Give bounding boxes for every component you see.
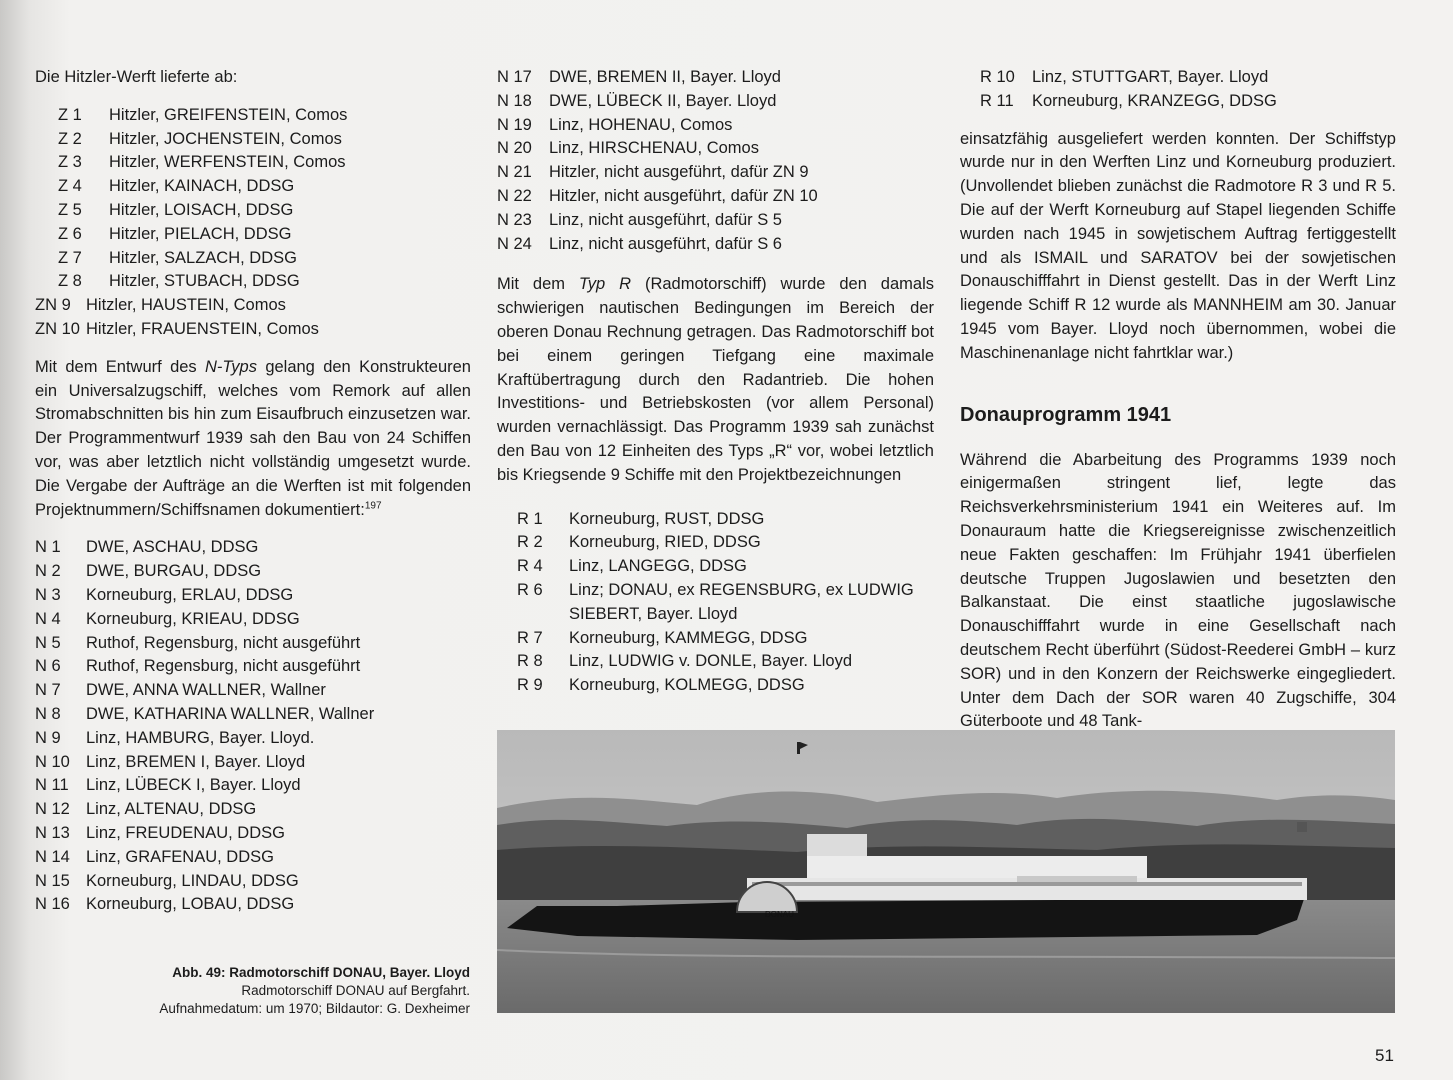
- n-type-emphasis: N-Typs: [205, 357, 257, 376]
- caption-line-2: Aufnahmedatum: um 1970; Bildautor: G. Dexheimer: [159, 1001, 470, 1016]
- list-item: [35, 632, 471, 656]
- list-item: [497, 114, 934, 138]
- list-item: [497, 579, 934, 627]
- list-item: [497, 508, 934, 532]
- list-item: [497, 627, 934, 651]
- ship-entry: Hitzler, KAINACH, DDSG: [109, 177, 295, 196]
- project-number: N 20: [497, 139, 532, 158]
- project-number: ZN 10: [35, 319, 80, 338]
- project-number: Z 6: [58, 224, 82, 243]
- project-number: N 5: [35, 633, 61, 652]
- hitzler-intro: Die Hitzler-Werft lieferte ab:: [35, 68, 238, 86]
- project-number: R 6: [517, 580, 543, 599]
- project-number: N 8: [35, 704, 61, 723]
- ship-entry: DWE, ASCHAU, DDSG: [86, 538, 259, 557]
- list-item: [35, 536, 471, 560]
- list-item: [497, 66, 934, 90]
- n-type-paragraph: [35, 356, 471, 523]
- project-number: N 13: [35, 823, 70, 842]
- ship-entry: DWE, KATHARINA WALLNER, Wallner: [86, 704, 375, 723]
- footnote-ref: 197: [364, 500, 382, 512]
- wheelhouse: [807, 834, 867, 856]
- list-item: [497, 531, 934, 555]
- ship-entry: Linz, HOHENAU, Comos: [549, 115, 733, 134]
- column-1: [35, 66, 471, 917]
- ship-entry: Linz, nicht ausgeführt, dafür S 5: [549, 210, 782, 229]
- ship-entry: Korneuburg, KAMMEGG, DDSG: [569, 628, 808, 647]
- ship-entry: Linz, ALTENAU, DDSG: [86, 800, 257, 819]
- list-item: [35, 247, 471, 271]
- project-number: R 2: [517, 533, 543, 552]
- r-type-continuation: einsatzfähig ausgeliefert werden konnten. Der Schiffstyp wurde nur in den Werften Linz und Korneuburg produziert. (Unvollendet blieben zunächst die Radmotore R 3 und R 5. Die auf der Werft Korneuburg auf Stapel liegenden Schiffe wurden nach 1945 in sowjetischem Auftrag fertiggestellt und als ISMAIL und SARATOV bei der sowjetischen Donauschifffahrt in Dienst gestellt. Das in der Werft Linz liegende Schiff R 12 wurde als MANNHEIM am 30. Januar 1945 vom Bayer. Lloyd noch übernommen, wobei die Maschinenanlage nicht fahrtklar war.): [960, 129, 1396, 362]
- ship-entry: Hitzler, STUBACH, DDSG: [109, 272, 300, 291]
- lifeboat: [1017, 876, 1137, 882]
- project-number: N 6: [35, 657, 61, 676]
- project-number: N 15: [35, 871, 70, 890]
- ship-entry: Hitzler, PIELACH, DDSG: [109, 224, 292, 243]
- project-number: N 1: [35, 538, 61, 557]
- project-number: N 11: [35, 776, 69, 795]
- list-item: [35, 655, 471, 679]
- ship-entry: DWE, ANNA WALLNER, Wallner: [86, 681, 326, 700]
- ship-entry: Linz, STUTTGART, Bayer. Lloyd: [1032, 68, 1269, 86]
- ship-entry: Linz; DONAU, ex REGENSBURG, ex LUDWIG SIEBERT, Bayer. Lloyd: [569, 580, 914, 623]
- figure-caption: [150, 964, 470, 1018]
- project-number: N 7: [35, 681, 61, 700]
- stern-flag: [1297, 822, 1307, 832]
- project-number: Z 5: [58, 200, 82, 219]
- list-item: [35, 175, 471, 199]
- list-item: [35, 294, 471, 318]
- list-item: [497, 650, 934, 674]
- project-number: N 12: [35, 800, 70, 819]
- list-item: [497, 185, 934, 209]
- ship-entry: Korneuburg, LINDAU, DDSG: [86, 871, 299, 890]
- project-number: N 10: [35, 752, 70, 771]
- list-item: [35, 822, 471, 846]
- ship-entry: Korneuburg, RIED, DDSG: [569, 533, 761, 552]
- project-number: R 11: [980, 91, 1014, 110]
- deck-stripe: [752, 882, 1302, 886]
- section-heading: Donauprogramm 1941: [960, 403, 1172, 426]
- ship-entry: Korneuburg, KRIEAU, DDSG: [86, 609, 300, 628]
- project-number: N 24: [497, 234, 532, 253]
- list-item: [497, 233, 934, 257]
- ship-entry: Korneuburg, RUST, DDSG: [569, 509, 765, 528]
- project-number: Z 1: [58, 105, 82, 124]
- list-item: [35, 774, 471, 798]
- project-number: N 23: [497, 210, 532, 229]
- project-number: R 10: [980, 68, 1015, 86]
- project-number: R 9: [517, 676, 543, 695]
- project-number: N 19: [497, 115, 532, 134]
- ship-entry: Korneuburg, KOLMEGG, DDSG: [569, 676, 805, 695]
- z-ship-list: [35, 104, 471, 342]
- project-number: Z 3: [58, 153, 82, 172]
- project-number: R 1: [517, 509, 543, 528]
- list-item: [35, 270, 471, 294]
- list-item: [35, 104, 471, 128]
- r-type-paragraph-text-a: Mit dem: [497, 275, 579, 294]
- project-number: N 2: [35, 562, 61, 581]
- ship-entry: Korneuburg, ERLAU, DDSG: [86, 585, 294, 604]
- list-item: [35, 798, 471, 822]
- ship-entry: Hitzler, GREIFENSTEIN, Comos: [109, 105, 348, 124]
- ship-entry: Linz, BREMEN I, Bayer. Lloyd: [86, 752, 306, 771]
- project-number: N 16: [35, 895, 70, 914]
- list-item: [35, 151, 471, 175]
- list-item: [35, 893, 471, 917]
- list-item: [497, 90, 934, 114]
- list-item: [35, 318, 471, 342]
- caption-line-1: Radmotorschiff DONAU auf Bergfahrt.: [241, 983, 470, 998]
- project-number: N 18: [497, 91, 532, 110]
- r-type-paragraph: [497, 273, 934, 487]
- list-item: [497, 209, 934, 233]
- n-type-paragraph-text-b: gelang den Konstrukteuren ein Universalzugschiff, welches vom Remork auf allen Stromabschnitten bis hin zum Eisaufbruch einzusetzen war. Der Programmentwurf 1939 sah den Bau von 24 Schiffen vor, was aber letztlich nicht vollständig umgesetzt wurde. Die Vergabe der Aufträge an die Werften ist mit folgenden Projektnummern/Schiffsnamen dokumentiert:: [35, 357, 471, 519]
- project-number: N 17: [497, 68, 532, 86]
- list-item: [35, 199, 471, 223]
- ship-entry: Hitzler, FRAUENSTEIN, Comos: [86, 319, 319, 338]
- ship-entry: Hitzler, nicht ausgeführt, dafür ZN 10: [549, 186, 818, 205]
- project-number: R 4: [517, 557, 543, 576]
- ship-entry: Linz, GRAFENAU, DDSG: [86, 847, 274, 866]
- ship-photo: [497, 730, 1395, 1013]
- ship-entry: Korneuburg, LOBAU, DDSG: [86, 895, 295, 914]
- ship-entry: Hitzler, SALZACH, DDSG: [109, 248, 297, 267]
- project-number: N 4: [35, 609, 61, 628]
- ship-entry: Hitzler, LOISACH, DDSG: [109, 200, 294, 219]
- project-number: R 8: [517, 652, 543, 671]
- page-number: 51: [1375, 1046, 1394, 1065]
- r-type-emphasis: Typ R: [578, 275, 632, 294]
- project-number: N 3: [35, 585, 61, 604]
- list-item: [35, 846, 471, 870]
- project-number: Z 4: [58, 177, 82, 196]
- r-ship-list-2: [960, 66, 1396, 114]
- donauprogramm-paragraph: Während die Abarbeitung des Programms 1939 noch einigermaßen stringent lief, legte das Reichsverkehrsministerium 1941 ein Weiteres auf. Im Donauraum hatte die Kriegsereignisse zwischenzeitlich neue Fakten geschaffen: Im Frühjahr 1941 überfielen deutsche Truppen Jugoslawien und besetzten den Balkanstaat. Die einst staatliche jugoslawische Donauschifffahrt wurde in eine Gesellschaft nach deutschem Recht überführt (Südost-Reederei GmbH – kurz SOR) und in den Konzern der Reichswerke eingegliedert. Unter dem Dach der SOR waren 40 Zugschiffe, 304 Güterboote und 48 Tank-: [960, 450, 1396, 731]
- ship-entry: Hitzler, nicht ausgeführt, dafür ZN 9: [549, 163, 809, 182]
- ship-entry: Linz, HIRSCHENAU, Comos: [549, 139, 759, 158]
- ship-entry: Hitzler, HAUSTEIN, Comos: [86, 296, 286, 315]
- ship-entry: Hitzler, JOCHENSTEIN, Comos: [109, 129, 342, 148]
- project-number: Z 7: [58, 248, 82, 267]
- project-number: N 21: [497, 163, 532, 182]
- project-number: N 9: [35, 728, 61, 747]
- n-type-paragraph-text-a: Mit dem Entwurf des: [35, 357, 206, 376]
- ship-entry: Linz, FREUDENAU, DDSG: [86, 823, 285, 842]
- ship-photo-illustration: [497, 730, 1395, 1013]
- list-item: [35, 560, 471, 584]
- list-item: [35, 128, 471, 152]
- ship-entry: Linz, HAMBURG, Bayer. Lloyd.: [86, 728, 315, 747]
- ship-entry: Ruthof, Regensburg, nicht ausgeführt: [86, 633, 361, 652]
- r-ship-list-1: [497, 508, 934, 698]
- caption-title: Abb. 49: Radmotorschiff DONAU, Bayer. Lloyd: [172, 965, 470, 980]
- list-item: [960, 90, 1396, 114]
- ship-entry: Linz, LUDWIG v. DONLE, Bayer. Lloyd: [569, 652, 853, 671]
- n-ship-list-2: [497, 66, 934, 256]
- ship-entry: DWE, BREMEN II, Bayer. Lloyd: [549, 68, 781, 86]
- list-item: [497, 555, 934, 579]
- list-item: [497, 161, 934, 185]
- upper-deck: [807, 856, 1147, 878]
- project-number: N 14: [35, 847, 70, 866]
- column-3: [960, 66, 1396, 734]
- ship-entry: Hitzler, WERFENSTEIN, Comos: [109, 153, 346, 172]
- list-item: [35, 608, 471, 632]
- column-2: [497, 66, 934, 698]
- r-type-paragraph-text-b: (Radmotorschiff) wurde den damals schwierigen nautischen Bedingungen im Bereich der oberen Donau Rechnung getragen. Das Radmotorschiff bot bei einem geringen Tiefgang eine maximale Kraftübertragung durch den Radantrieb. Die hohen Investitions- und Betriebskosten (vor allem Personal) wurden vernachlässigt. Das Programm 1939 sah zunächst den Bau von 12 Einheiten des Typs „R“ vor, wobei letztlich bis Kriegsende 9 Schiffe mit den Projektbezeichnungen: [497, 275, 934, 484]
- n-ship-list-1: [35, 536, 471, 917]
- list-item: [35, 870, 471, 894]
- ship-name-label: DONAU: [765, 910, 794, 919]
- project-number: N 22: [497, 186, 532, 205]
- ship-entry: Linz, LANGEGG, DDSG: [569, 557, 747, 576]
- list-item: [35, 679, 471, 703]
- project-number: Z 8: [58, 272, 82, 291]
- list-item: [35, 584, 471, 608]
- ship-entry: Linz, LÜBECK I, Bayer. Lloyd: [86, 776, 301, 795]
- ship-entry: DWE, LÜBECK II, Bayer. Lloyd: [549, 91, 777, 110]
- flag-pole: [797, 742, 800, 754]
- list-item: [35, 223, 471, 247]
- ship-entry: Korneuburg, KRANZEGG, DDSG: [1032, 91, 1277, 110]
- list-item: [497, 674, 934, 698]
- list-item: [35, 703, 471, 727]
- project-number: R 7: [517, 628, 543, 647]
- ship-entry: Ruthof, Regensburg, nicht ausgeführt: [86, 657, 361, 676]
- list-item: [35, 751, 471, 775]
- list-item: [497, 137, 934, 161]
- project-number: ZN 9: [35, 296, 71, 315]
- ship-entry: Linz, nicht ausgeführt, dafür S 6: [549, 234, 782, 253]
- ship-entry: DWE, BURGAU, DDSG: [86, 562, 262, 581]
- project-number: Z 2: [58, 129, 82, 148]
- list-item: [960, 66, 1396, 90]
- list-item: [35, 727, 471, 751]
